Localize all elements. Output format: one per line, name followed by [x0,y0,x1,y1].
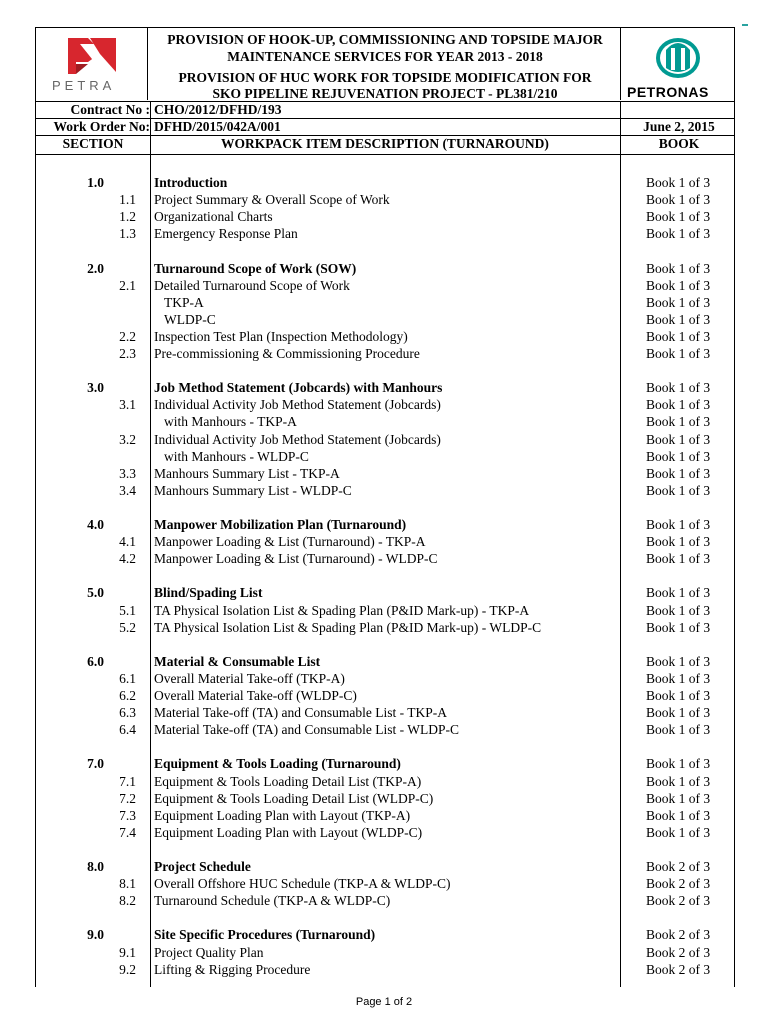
book-reference: Book 1 of 3 [645,397,711,413]
column-section: SECTION [62,136,124,151]
book-reference: Book 1 of 3 [645,790,711,806]
petra-logo [36,28,148,100]
item-description: TA Physical Isolation List & Spading Plan (P&ID Mark-up) - TKP-A [154,602,530,618]
section-number: 1.1 [119,192,136,208]
document-date: June 2, 2015 [643,119,715,134]
contract-label: Contract No : [70,102,150,117]
book-reference: Book 1 of 3 [645,192,711,208]
book-reference: Book 1 of 3 [645,311,711,327]
section-number: 6.4 [119,722,136,738]
item-description: Overall Material Take-off (WLDP-C) [154,688,357,703]
item-description: Equipment & Tools Loading Detail List (WLDP-C) [154,790,434,806]
section-number: 3.1 [119,397,136,413]
section-number: 9.0 [87,927,104,943]
section-number: 4.2 [119,551,136,567]
item-description: Equipment Loading Plan with Layout (WLDP-C) [154,824,423,840]
column-book: BOOK [658,136,700,151]
section-number: 1.3 [119,226,136,242]
book-reference: Book 1 of 3 [645,380,711,396]
book-reference: Book 2 of 3 [645,927,711,943]
section-number: 7.3 [119,807,136,823]
work-order-row [35,119,735,136]
item-description: Turnaround Scope of Work (SOW) [154,260,357,276]
section-row [36,260,734,277]
item-description: Project Schedule [154,859,251,874]
table-row [36,704,734,721]
book-reference: Book 2 of 3 [645,961,711,977]
table-row [36,875,734,892]
book-reference: Book 1 of 3 [645,773,711,789]
table-row [36,961,734,978]
book-reference: Book 1 of 3 [645,482,711,498]
section-number: 4.1 [119,534,136,550]
book-reference: Book 1 of 3 [645,653,711,669]
book-reference: Book 2 of 3 [645,944,711,960]
column-description: WORKPACK ITEM DESCRIPTION (TURNAROUND) [221,136,549,151]
section-row [36,858,734,875]
item-description: Manhours Summary List - TKP-A [154,465,340,481]
column-header-row [35,136,735,155]
book-reference: Book 1 of 3 [645,602,711,618]
section-number: 4.0 [87,517,104,532]
item-description: Manpower Mobilization Plan (Turnaround) [154,517,407,532]
book-reference: Book 1 of 3 [645,807,711,823]
section-number: 1.2 [119,209,136,225]
item-description: Inspection Test Plan (Inspection Methodology) [154,328,408,344]
table-row [36,294,734,311]
table-row [36,602,734,619]
item-description: Project Quality Plan [154,944,264,960]
item-description: Manhours Summary List - WLDP-C [154,482,352,498]
title-line-3: PROVISION OF HUC WORK FOR TOPSIDE MODIFICATION FOR [178,70,592,85]
section-row [36,379,734,396]
section-number: 6.1 [119,670,136,686]
book-reference: Book 1 of 3 [645,328,711,344]
section-number: 5.2 [119,619,136,635]
book-reference: Book 1 of 3 [645,448,711,464]
book-reference: Book 2 of 3 [645,859,711,874]
section-number: 8.0 [87,859,104,874]
section-number: 9.2 [119,961,136,977]
book-reference: Book 1 of 3 [645,294,711,310]
item-description: Material Take-off (TA) and Consumable List - WLDP-C [154,722,460,738]
section-number: 5.0 [87,585,104,601]
book-reference: Book 1 of 3 [645,585,711,601]
item-description: Organizational Charts [154,209,273,225]
table-row [36,773,734,790]
table-row [36,191,734,208]
table-row [36,892,734,909]
table-row [36,670,734,687]
petronas-logo-text: PETRONAS [627,84,709,100]
book-reference: Book 1 of 3 [645,226,711,242]
item-description: Introduction [154,175,228,190]
book-reference: Book 1 of 3 [645,705,711,721]
corner-mark [742,24,748,26]
section-number: 3.2 [119,431,136,447]
item-description: Turnaround Schedule (TKP-A & WLDP-C) [154,893,391,909]
item-description: Equipment Loading Plan with Layout (TKP-A) [154,807,411,823]
table-row [36,277,734,294]
section-row [36,516,734,533]
section-row [36,174,734,191]
item-description: Manpower Loading & List (Turnaround) - WLDP-C [154,551,438,567]
item-description: Site Specific Procedures (Turnaround) [154,927,376,943]
book-reference: Book 1 of 3 [645,346,711,361]
section-number: 9.1 [119,944,136,960]
contract-row [35,102,735,119]
book-reference: Book 1 of 3 [645,551,711,567]
work-order-label: Work Order No: [53,119,150,134]
title-line-4: SKO PIPELINE REJUVENATION PROJECT - PL381/210 [212,86,558,101]
item-description: Project Summary & Overall Scope of Work [154,192,390,208]
table-row [36,533,734,550]
book-reference: Book 1 of 3 [645,277,711,293]
book-reference: Book 1 of 3 [645,688,711,703]
table-row [36,721,734,738]
contract-value: CHO/2012/DFHD/193 [154,102,282,117]
item-description: TA Physical Isolation List & Spading Plan (P&ID Mark-up) - WLDP-C [154,619,542,635]
section-number: 7.1 [119,773,136,789]
table-row [36,225,734,242]
table-row [36,396,734,413]
item-description: Detailed Turnaround Scope of Work [154,277,350,293]
item-description: Overall Material Take-off (TKP-A) [154,670,345,686]
item-description: Job Method Statement (Jobcards) with Manhours [154,380,443,396]
item-description: Individual Activity Job Method Statement (Jobcards) [154,397,441,413]
table-row [36,687,734,704]
table-row [36,208,734,225]
book-reference: Book 1 of 3 [645,619,711,635]
petra-logo-text: PETRA [52,78,116,93]
table-row [36,550,734,567]
table-row [36,448,734,465]
book-reference: Book 1 of 3 [645,175,711,190]
book-reference: Book 1 of 3 [645,722,711,738]
page-number: Page 1 of 2 [355,996,413,1008]
book-reference: Book 1 of 3 [645,824,711,840]
title-line-2: MAINTENANCE SERVICES FOR YEAR 2013 - 2018 [227,49,543,64]
table-row [36,807,734,824]
section-number: 7.0 [87,756,104,772]
book-reference: Book 1 of 3 [645,756,711,772]
book-reference: Book 2 of 3 [645,893,711,909]
item-description: with Manhours - WLDP-C [164,448,309,464]
section-row [36,755,734,772]
item-description: Pre-commissioning & Commissioning Procedure [154,346,420,361]
book-reference: Book 1 of 3 [645,260,711,276]
section-number: 6.3 [119,705,136,721]
petronas-logo [620,28,734,100]
item-description: Overall Offshore HUC Schedule (TKP-A & WLDP-C) [154,876,451,892]
section-number: 5.1 [119,602,136,618]
book-reference: Book 1 of 3 [645,670,711,686]
table-row [36,311,734,328]
section-number: 6.2 [119,688,136,703]
section-number: 3.3 [119,465,136,481]
item-description: TKP-A [164,294,204,310]
item-description: Lifting & Rigging Procedure [154,961,311,977]
item-description: WLDP-C [164,311,216,327]
section-number: 7.2 [119,790,136,806]
table-row [36,328,734,345]
section-number: 6.0 [87,653,104,669]
item-description: Individual Activity Job Method Statement (Jobcards) [154,431,441,447]
section-number: 8.2 [119,893,136,909]
book-reference: Book 1 of 3 [645,431,711,447]
book-reference: Book 1 of 3 [645,465,711,481]
table-border-right [734,155,735,987]
book-reference: Book 1 of 3 [645,534,711,550]
section-number: 2.0 [87,260,104,276]
table-row [36,824,734,841]
book-reference: Book 2 of 3 [645,876,711,892]
table-row [36,482,734,499]
section-number: 1.0 [87,175,104,190]
title-line-1: PROVISION OF HOOK-UP, COMMISSIONING AND TOPSIDE MAJOR [167,32,603,47]
item-description: Material Take-off (TA) and Consumable List - TKP-A [154,705,448,721]
section-number: 2.1 [119,277,136,293]
item-description: Equipment & Tools Loading Detail List (TKP-A) [154,773,422,789]
table-row [36,944,734,961]
table-row [36,345,734,362]
table-row [36,465,734,482]
item-description: Emergency Response Plan [154,226,298,242]
table-row [36,790,734,807]
section-number: 3.4 [119,482,136,498]
section-number: 8.1 [119,876,136,892]
book-reference: Book 1 of 3 [645,209,711,225]
table-row [36,413,734,430]
section-row [36,926,734,943]
item-description: Blind/Spading List [154,585,263,601]
item-description: with Manhours - TKP-A [164,414,297,430]
book-reference: Book 1 of 3 [645,517,711,532]
table-row [36,431,734,448]
section-number: 2.2 [119,328,136,344]
section-number: 7.4 [119,824,136,840]
section-row [36,584,734,601]
work-order-value: DFHD/2015/042A/001 [154,119,281,134]
book-reference: Book 1 of 3 [645,414,711,430]
table-row [36,619,734,636]
section-number: 2.3 [119,346,136,361]
item-description: Material & Consumable List [154,653,321,669]
section-row [36,653,734,670]
item-description: Equipment & Tools Loading (Turnaround) [154,756,401,772]
item-description: Manpower Loading & List (Turnaround) - TKP-A [154,534,426,550]
section-number: 3.0 [87,380,104,396]
